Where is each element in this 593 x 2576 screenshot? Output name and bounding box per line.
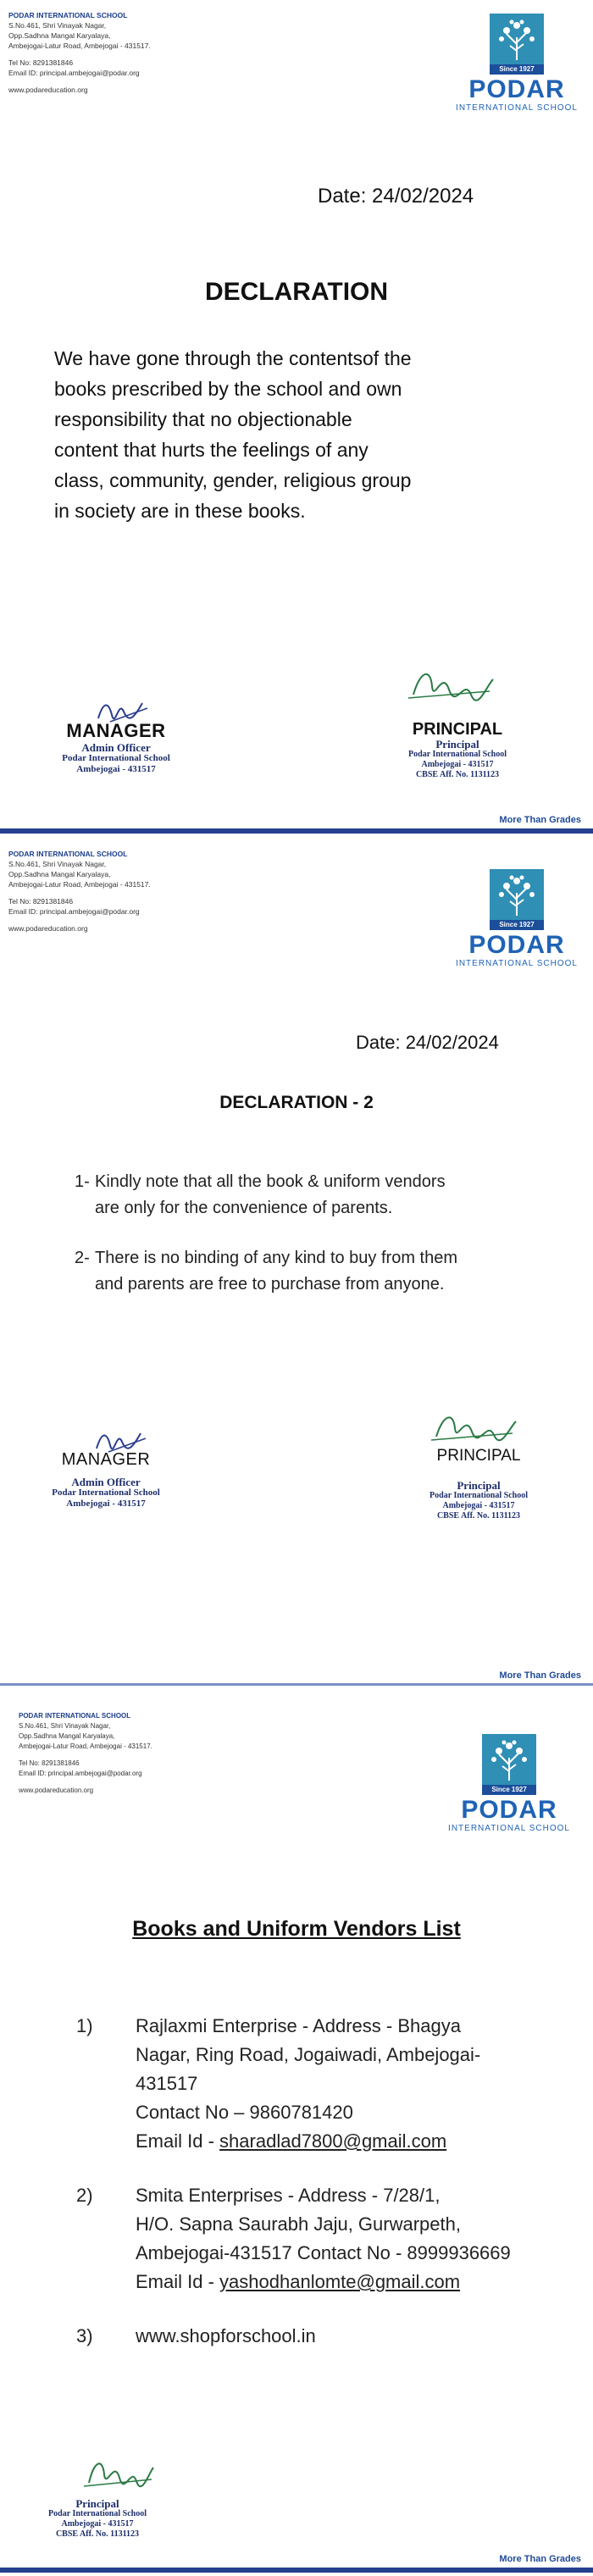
address-line: Opp.Sadhna Mangal Karyalaya,	[8, 31, 111, 40]
manager-signature-block	[53, 720, 180, 775]
text-line: We have gone through the contentsof the	[54, 347, 412, 369]
brand-name: PODAR	[468, 931, 565, 959]
manager-stamp: Admin Officer Podar International School Ambejogai - 431517	[62, 741, 170, 774]
manager-role: MANAGER	[66, 720, 166, 741]
page-title: DECLARATION	[204, 278, 389, 306]
list-item	[75, 1245, 457, 1298]
principal-stamp: Principal Podar International School Ambejogai - 431517 CBSE Aff. No. 1131123	[408, 738, 507, 779]
letterhead-address	[8, 849, 151, 933]
text-line: H/O. Sapna Saurabh Jaju, Gurwarpeth,	[136, 2213, 461, 2235]
address-line: Opp.Sadhna Mangal Karyalaya,	[8, 870, 111, 878]
since-badge: Since 1927	[490, 920, 544, 930]
school-name: PODAR INTERNATIONAL SCHOOL	[8, 850, 128, 858]
vendor-website-link[interactable]: www.shopforschool.in	[136, 2325, 316, 2346]
list-item	[75, 1169, 457, 1222]
tree-icon	[490, 14, 544, 64]
footer-tagline: More Than Grades	[499, 815, 581, 825]
vendor-email-link[interactable]: yashodhanlomte@gmail.com	[219, 2271, 461, 2292]
page-3	[0, 1690, 593, 2576]
podar-logo	[453, 869, 580, 968]
podar-logo	[453, 14, 580, 113]
address-line: Ambejogai-Latur Road, Ambejogai - 431517.	[8, 42, 151, 50]
footer-bar	[0, 828, 593, 834]
document-date: Date: 24/02/2024	[318, 185, 474, 208]
text-line: are only for the convenience of parents.	[95, 1199, 393, 1217]
text-line: There is no binding of any kind to buy from them	[95, 1249, 458, 1267]
address-line: S.No.461, Shri Vinayak Nagar,	[8, 21, 107, 30]
declaration-text	[54, 343, 412, 526]
tel: Tel No: 8291381846	[8, 58, 74, 67]
principal-stamp: Principal Podar International School Ambejogai - 431517 CBSE Aff. No. 1131123	[48, 2497, 147, 2539]
text-line: class, community, gender, religious group	[54, 469, 412, 491]
vendor-number: 1)	[76, 2015, 93, 2036]
footer-bar	[0, 2568, 593, 2573]
website: www.podareducation.org	[19, 1787, 94, 1794]
website: www.podareducation.org	[8, 924, 88, 933]
website: www.podareducation.org	[8, 86, 88, 94]
podar-logo	[446, 1734, 573, 1833]
tel: Tel No: 8291381846	[19, 1759, 80, 1767]
list-item	[76, 2012, 551, 2156]
vendor-email-link[interactable]: sharadlad7800@gmail.com	[219, 2130, 447, 2152]
point-number: 2-	[75, 1249, 90, 1267]
letterhead-address	[8, 10, 151, 95]
brand-name: PODAR	[468, 75, 565, 103]
letterhead-address	[19, 1711, 152, 1796]
tree-icon	[482, 1734, 536, 1785]
text-line: responsibility that no objectionable	[54, 408, 352, 430]
principal-role: PRINCIPAL	[412, 720, 503, 739]
tree-icon	[490, 869, 544, 920]
text-line: 431517	[136, 2073, 198, 2094]
principal-signature-block	[407, 1447, 551, 1521]
school-name: PODAR INTERNATIONAL SCHOOL	[19, 1712, 131, 1720]
principal-signature	[405, 661, 498, 712]
text-line: Ambejogai-431517 Contact No - 8999936669	[136, 2242, 511, 2263]
declaration-points	[75, 1169, 457, 1298]
email-line: Email Id - yashodhanlomte@gmail.com	[136, 2271, 461, 2292]
list-item	[76, 2322, 551, 2351]
brand-subtitle: INTERNATIONAL SCHOOL	[448, 1824, 570, 1833]
since-badge: Since 1927	[482, 1785, 536, 1795]
principal-signature-block	[385, 720, 529, 780]
address-line: S.No.461, Shri Vinayak Nagar,	[8, 860, 107, 868]
point-number: 1-	[75, 1172, 90, 1191]
principal-signature-block	[34, 2499, 161, 2540]
email-line: Email Id - sharadlad7800@gmail.com	[136, 2130, 447, 2152]
list-item	[76, 2181, 551, 2296]
email: Email ID: principal.ambejogai@podar.org	[19, 1770, 142, 1777]
text-line: content that hurts the feelings of any	[54, 439, 369, 461]
footer-tagline: More Than Grades	[499, 2554, 581, 2564]
address-line: Ambejogai-Latur Road, Ambejogai - 431517.	[8, 880, 151, 889]
brand-subtitle: INTERNATIONAL SCHOOL	[456, 103, 578, 113]
document-date: Date: 24/02/2024	[356, 1032, 499, 1053]
page-2	[0, 839, 593, 1686]
address-line: Opp.Sadhna Mangal Karyalaya,	[19, 1732, 115, 1740]
manager-stamp: Admin Officer Podar International School Ambejogai - 431517	[52, 1476, 160, 1509]
page-title: DECLARATION - 2	[219, 1093, 374, 1112]
text-line: Smita Enterprises - Address - 7/28/1,	[136, 2185, 441, 2206]
text-line: Nagar, Ring Road, Jogaiwadi, Ambejogai-	[136, 2044, 481, 2065]
vendor-list	[76, 2012, 551, 2376]
text-line: and parents are free to purchase from anyone.	[95, 1275, 445, 1294]
brand-subtitle: INTERNATIONAL SCHOOL	[456, 959, 578, 968]
text-line: books prescribed by the school and own	[54, 378, 402, 400]
text-line: Kindly note that all the book & uniform vendors	[95, 1172, 446, 1191]
text-line: Rajlaxmi Enterprise - Address - Bhagya	[136, 2015, 461, 2036]
vendor-number: 3)	[76, 2325, 93, 2346]
school-name: PODAR INTERNATIONAL SCHOOL	[8, 11, 128, 19]
brand-name: PODAR	[461, 1796, 557, 1824]
manager-signature-block	[42, 1450, 169, 1510]
principal-signature	[80, 2452, 157, 2493]
text-line: Contact No – 9860781420	[136, 2102, 353, 2123]
email: Email ID: principal.ambejogai@podar.org	[8, 69, 140, 77]
page-1	[0, 0, 593, 834]
manager-role: MANAGER	[61, 1450, 151, 1469]
principal-stamp: Principal Podar International School Ambejogai - 431517 CBSE Aff. No. 1131123	[430, 1479, 528, 1521]
address-line: Ambejogai-Latur Road, Ambejogai - 431517.	[19, 1742, 152, 1750]
page-title: Books and Uniform Vendors List	[132, 1917, 461, 1941]
since-badge: Since 1927	[490, 64, 544, 75]
address-line: S.No.461, Shri Vinayak Nagar,	[19, 1722, 111, 1730]
footer-bar	[0, 1683, 593, 1686]
tel: Tel No: 8291381846	[8, 897, 74, 906]
text-line: in society are in these books.	[54, 500, 306, 522]
footer-tagline: More Than Grades	[499, 1670, 581, 1681]
email: Email ID: principal.ambejogai@podar.org	[8, 907, 140, 916]
principal-signature	[428, 1406, 521, 1449]
vendor-number: 2)	[76, 2185, 93, 2206]
principal-role: PRINCIPAL	[436, 1447, 521, 1465]
